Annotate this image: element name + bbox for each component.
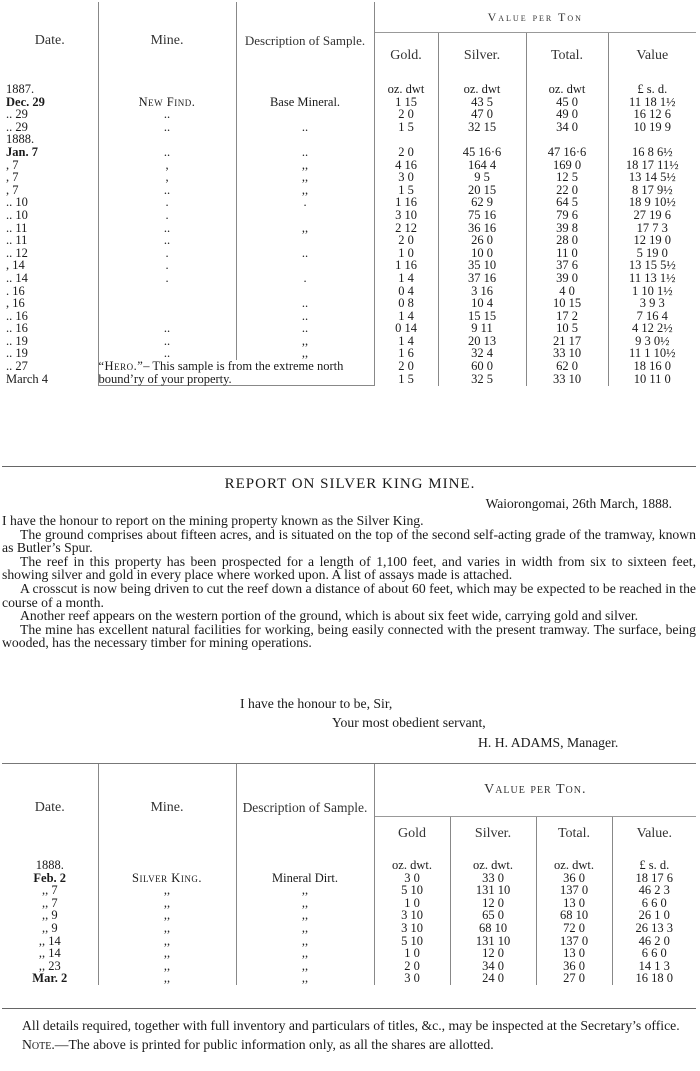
row-total: 64 5	[526, 196, 608, 209]
row-silver: 24 0	[450, 972, 536, 985]
row-value: 18 17 11½	[608, 159, 696, 172]
row-mine	[98, 285, 236, 298]
row-total: 12 5	[526, 171, 608, 184]
col-header-gold: Gold.	[374, 33, 438, 80]
table-row	[2, 922, 696, 935]
row-gold: 3 10	[374, 209, 438, 222]
row-silver: 12 0	[450, 947, 536, 960]
row-total: 21 17	[526, 335, 608, 348]
row-silver: 20 13	[438, 335, 526, 348]
row-gold: 1 5	[374, 373, 438, 386]
row-description	[236, 108, 374, 121]
row-mine: ,	[98, 159, 236, 172]
row-mine: ..	[98, 335, 236, 348]
row-value: 9 3 0½	[608, 335, 696, 348]
row-mine: ..	[98, 234, 236, 247]
row-description: ..	[236, 146, 374, 159]
table-row	[2, 310, 696, 323]
note-label: Note.	[22, 1037, 55, 1052]
row-silver: 3 16	[438, 285, 526, 298]
hero-note	[98, 360, 374, 386]
row-total: 137 0	[536, 935, 612, 948]
row-silver: 32 4	[438, 347, 526, 360]
row-silver: 131 10	[450, 884, 536, 897]
row-mine: ,,	[98, 884, 236, 897]
row-mine: ,,	[98, 960, 236, 973]
row-description: ,,	[236, 922, 374, 935]
row-gold: 0 8	[374, 297, 438, 310]
row-silver: 34 0	[450, 960, 536, 973]
row-value: 18 17 6	[612, 872, 696, 885]
row-gold: 3 0	[374, 972, 450, 985]
row-value: 3 9 3	[608, 297, 696, 310]
row-date: .. 19	[6, 333, 28, 348]
col-header-description: Description of Sample.	[236, 764, 374, 852]
row-mine: .	[98, 209, 236, 222]
row-silver: 32 15	[438, 121, 526, 134]
row-date: ,, 9	[41, 908, 58, 923]
row-date: .. 29	[6, 119, 28, 134]
table-row	[2, 121, 696, 134]
row-date: ,, 14	[38, 933, 61, 948]
row-total: 39 0	[526, 272, 608, 285]
row-date: .. 14	[6, 270, 28, 285]
row-mine: ..	[98, 184, 236, 197]
row-description: ,,	[236, 897, 374, 910]
table-row	[2, 872, 696, 885]
row-description: Base Mineral.	[236, 96, 374, 109]
row-value: 17 7 3	[608, 222, 696, 235]
row-silver: 36 16	[438, 222, 526, 235]
row-value: 11 13 1½	[608, 272, 696, 285]
row-date: , 16	[6, 296, 25, 311]
assay-table-new-find	[2, 2, 696, 386]
footer	[2, 1019, 696, 1052]
row-mine: Silver King.	[98, 872, 236, 885]
row-gold: 3 0	[374, 171, 438, 184]
row-value: 26 13 3	[612, 922, 696, 935]
row-total: 62 0	[526, 360, 608, 373]
table-body	[2, 79, 696, 386]
row-mine: ,,	[98, 897, 236, 910]
row-gold: 1 4	[374, 272, 438, 285]
row-value: 13 15 5½	[608, 259, 696, 272]
row-total: 39 8	[526, 222, 608, 235]
col-header-date: Date.	[2, 764, 98, 852]
table-row	[2, 259, 696, 272]
row-mine: ..	[98, 121, 236, 134]
row-date: ,, 7	[41, 883, 58, 898]
row-date: .. 11	[6, 233, 28, 248]
row-description: Mineral Dirt.	[236, 872, 374, 885]
divider	[2, 466, 696, 467]
table-row	[2, 960, 696, 973]
footer-note	[2, 1038, 696, 1052]
divider	[2, 1008, 696, 1009]
row-date: Mar. 2	[32, 971, 68, 986]
row-mine	[98, 297, 236, 310]
row-value: 1 10 1½	[608, 285, 696, 298]
row-date: , 7	[6, 170, 19, 185]
col-header-silver: Silver.	[438, 33, 526, 80]
row-mine: ,,	[98, 922, 236, 935]
table-row	[2, 159, 696, 172]
row-description: ..	[236, 247, 374, 260]
row-total: 37 6	[526, 259, 608, 272]
footer-details: All details required, together with full inventory and particulars of titles, &c., may be inspected at the Secretary’s office.	[22, 1018, 680, 1033]
row-gold: 1 5	[374, 184, 438, 197]
table-row	[2, 884, 696, 897]
row-silver: 45 16·6	[438, 146, 526, 159]
row-date: , 14	[6, 258, 25, 273]
year-label: 1887.	[6, 82, 35, 96]
row-total: 34 0	[526, 121, 608, 134]
row-value: 16 12 6	[608, 108, 696, 121]
row-silver: 62 9	[438, 196, 526, 209]
row-total: 49 0	[526, 108, 608, 121]
table-row	[2, 234, 696, 247]
row-gold: 4 16	[374, 159, 438, 172]
row-total: 11 0	[526, 247, 608, 260]
row-gold: 1 4	[374, 335, 438, 348]
row-silver: 37 16	[438, 272, 526, 285]
row-description: ,,	[236, 171, 374, 184]
closing-line: Your most obedient servant,	[332, 715, 486, 730]
row-value: 26 1 0	[612, 909, 696, 922]
table-row	[2, 184, 696, 197]
row-total: 137 0	[536, 884, 612, 897]
table-row	[2, 272, 696, 285]
table-row	[2, 935, 696, 948]
unit-label: oz. dwt	[438, 79, 526, 96]
unit-label: oz. dwt	[374, 79, 438, 96]
year-label: 1888.	[35, 858, 64, 872]
table-row	[2, 209, 696, 222]
row-value: 46 2 3	[612, 884, 696, 897]
row-description: .	[236, 272, 374, 285]
report-body	[2, 514, 696, 650]
row-value: 10 19 9	[608, 121, 696, 134]
row-value: 10 11 0	[608, 373, 696, 386]
row-mine: ,,	[98, 935, 236, 948]
row-description	[236, 209, 374, 222]
row-gold: 3 10	[374, 922, 450, 935]
row-gold: 1 16	[374, 196, 438, 209]
row-total: 36 0	[536, 960, 612, 973]
row-gold: 1 6	[374, 347, 438, 360]
row-mine: ,,	[98, 909, 236, 922]
row-date: , 7	[6, 157, 19, 172]
row-description: ,,	[236, 972, 374, 985]
table-body	[2, 851, 696, 985]
row-date: .. 16	[6, 308, 28, 323]
row-date: .. 29	[6, 107, 28, 122]
row-description: ,,	[236, 909, 374, 922]
row-gold: 2 12	[374, 222, 438, 235]
row-silver: 12 0	[450, 897, 536, 910]
row-description: ..	[236, 121, 374, 134]
year-label: 1888.	[6, 132, 35, 147]
closing-line: I have the honour to be, Sir,	[240, 696, 393, 711]
row-date: Dec. 29	[6, 94, 45, 109]
row-date: , 7	[6, 182, 19, 197]
row-value: 6 6 0	[612, 897, 696, 910]
row-total: 10 15	[526, 297, 608, 310]
row-gold: 0 14	[374, 322, 438, 335]
row-gold: 5 10	[374, 884, 450, 897]
row-value: 7 16 4	[608, 310, 696, 323]
row-value: 6 6 0	[612, 947, 696, 960]
row-total: 17 2	[526, 310, 608, 323]
table-row	[2, 360, 696, 373]
row-description: ,,	[236, 884, 374, 897]
row-value: 18 9 10½	[608, 196, 696, 209]
row-gold: 0 4	[374, 285, 438, 298]
row-total: 68 10	[536, 909, 612, 922]
col-header-mine: Mine.	[98, 2, 236, 79]
row-gold: 1 5	[374, 121, 438, 134]
hero-note-text: – This sample is from the extreme north bound’ry of your property.	[98, 359, 344, 386]
row-value: 46 2 0	[612, 935, 696, 948]
row-total: 47 16·6	[526, 146, 608, 159]
table-row	[2, 947, 696, 960]
table-row	[2, 196, 696, 209]
table-row	[2, 322, 696, 335]
row-gold: 2 0	[374, 108, 438, 121]
row-silver: 47 0	[438, 108, 526, 121]
row-gold: 2 0	[374, 360, 438, 373]
row-silver: 15 15	[438, 310, 526, 323]
row-value: 16 18 0	[612, 972, 696, 985]
row-silver: 10 4	[438, 297, 526, 310]
row-total: 79 6	[526, 209, 608, 222]
report-paragraph: I have the honour to report on the mining property known as the Silver King.	[2, 513, 424, 528]
row-total: 4 0	[526, 285, 608, 298]
unit-label: £ s. d.	[612, 851, 696, 872]
report-paragraph: The ground comprises about fifteen acres, and is situated on the top of the second self-acting grade of the tramway, known as Butler’s Spur.	[2, 526, 696, 556]
row-silver: 32 5	[438, 373, 526, 386]
row-gold: 1 0	[374, 897, 450, 910]
row-description: ,,	[236, 222, 374, 235]
unit-label: oz. dwt.	[536, 851, 612, 872]
row-value: 16 8 6½	[608, 146, 696, 159]
row-silver: 65 0	[450, 909, 536, 922]
col-header-mine: Mine.	[98, 764, 236, 852]
table-row	[2, 285, 696, 298]
row-value: 8 17 9½	[608, 184, 696, 197]
row-value: 27 19 6	[608, 209, 696, 222]
row-description: ,,	[236, 960, 374, 973]
row-gold: 2 0	[374, 146, 438, 159]
row-description: ..	[236, 322, 374, 335]
row-description: ..	[236, 297, 374, 310]
row-gold: 3 0	[374, 872, 450, 885]
row-date: ,, 14	[38, 946, 61, 961]
table-row	[2, 972, 696, 985]
blank-cell	[98, 851, 236, 872]
row-gold: 1 0	[374, 247, 438, 260]
report-dateline: Waiorongomai, 26th March, 1888.	[485, 496, 672, 511]
row-value: 18 16 0	[608, 360, 696, 373]
units-row	[2, 79, 696, 96]
year-row	[2, 133, 696, 146]
report-title: REPORT ON SILVER KING MINE.	[224, 476, 476, 492]
col-header-description: Description of Sample.	[236, 2, 374, 79]
table-row	[2, 108, 696, 121]
row-gold: 2 0	[374, 234, 438, 247]
row-total: 22 0	[526, 184, 608, 197]
row-mine: ..	[98, 347, 236, 360]
assay-table-silver-king	[2, 763, 696, 985]
col-header-value-per-ton: Value per Ton	[374, 2, 696, 33]
table-row	[2, 146, 696, 159]
row-description: ,,	[236, 335, 374, 348]
col-header-gold: Gold	[374, 817, 450, 852]
row-mine: ..	[98, 146, 236, 159]
row-value: 12 19 0	[608, 234, 696, 247]
row-date: .. 19	[6, 346, 28, 361]
unit-label: oz. dwt.	[374, 851, 450, 872]
row-mine: New Find.	[98, 96, 236, 109]
row-mine: ..	[98, 222, 236, 235]
table-row	[2, 897, 696, 910]
row-total: 33 10	[526, 373, 608, 386]
unit-label: oz. dwt	[526, 79, 608, 96]
report-paragraph: Another reef appears on the western portion of the ground, which is about six feet wide, carrying gold and silver.	[20, 608, 639, 624]
table-row	[2, 247, 696, 260]
row-mine: ..	[98, 322, 236, 335]
row-date: ,, 7	[41, 895, 58, 910]
row-date: .. 12	[6, 245, 28, 260]
row-total: 10 5	[526, 322, 608, 335]
row-gold: 2 0	[374, 960, 450, 973]
report-paragraph: The reef in this property has been prospected for a length of 1,100 feet, and varies in width from six to sixteen feet, showing silver and gold in every place where worked upon. A list of assays made is attached.	[2, 553, 696, 583]
row-total: 13 0	[536, 897, 612, 910]
row-gold: 3 10	[374, 909, 450, 922]
blank-cell	[236, 79, 374, 96]
row-gold: 5 10	[374, 935, 450, 948]
row-description: .	[236, 196, 374, 209]
row-value: 5 19 0	[608, 247, 696, 260]
row-silver: 60 0	[438, 360, 526, 373]
row-date: .. 27	[6, 359, 28, 374]
hero-note-label: “Hero.”	[98, 359, 144, 374]
row-description: ,,	[236, 159, 374, 172]
row-description: ..	[236, 310, 374, 323]
row-date: March 4	[6, 372, 48, 387]
row-mine: ..	[98, 108, 236, 121]
row-total: 33 10	[526, 347, 608, 360]
row-description: ,,	[236, 347, 374, 360]
table-row	[2, 222, 696, 235]
table-row	[2, 297, 696, 310]
row-total: 27 0	[536, 972, 612, 985]
row-silver: 35 10	[438, 259, 526, 272]
row-total: 169 0	[526, 159, 608, 172]
row-gold: 1 15	[374, 96, 438, 109]
row-silver: 43 5	[438, 96, 526, 109]
unit-label: £ s. d.	[608, 79, 696, 96]
unit-label: oz. dwt.	[450, 851, 536, 872]
row-date: Feb. 2	[33, 870, 67, 885]
row-total: 72 0	[536, 922, 612, 935]
row-silver: 26 0	[438, 234, 526, 247]
row-description	[236, 234, 374, 247]
units-row	[2, 851, 696, 872]
col-header-date: Date.	[34, 32, 65, 48]
row-silver: 33 0	[450, 872, 536, 885]
row-date: .. 10	[6, 207, 28, 222]
col-header-total: Total.	[526, 33, 608, 80]
report-paragraph: A crosscut is now being driven to cut the reef down a distance of about 60 feet, which may be expected to be reached in the course of a month.	[2, 580, 696, 610]
row-mine: .	[98, 272, 236, 285]
table-row	[2, 171, 696, 184]
row-mine: ,	[98, 171, 236, 184]
row-mine: .	[98, 196, 236, 209]
row-total: 13 0	[536, 947, 612, 960]
table-row	[2, 909, 696, 922]
row-date: .. 11	[6, 220, 28, 235]
row-gold: 1 4	[374, 310, 438, 323]
row-description: ,,	[236, 935, 374, 948]
row-date: .. 10	[6, 195, 28, 210]
blank-cell	[98, 79, 236, 96]
row-silver: 9 5	[438, 171, 526, 184]
row-silver: 68 10	[450, 922, 536, 935]
blank-cell	[236, 851, 374, 872]
row-date: .. 16	[6, 321, 28, 336]
row-silver: 75 16	[438, 209, 526, 222]
row-description: ,,	[236, 947, 374, 960]
row-silver: 9 11	[438, 322, 526, 335]
row-mine: ,,	[98, 972, 236, 985]
table-row	[2, 335, 696, 348]
row-total: 45 0	[526, 96, 608, 109]
row-mine: .	[98, 259, 236, 272]
row-silver: 10 0	[438, 247, 526, 260]
row-silver: 20 15	[438, 184, 526, 197]
row-date: ,, 9	[41, 920, 58, 935]
row-silver: 164 4	[438, 159, 526, 172]
note-text: —The above is printed for public information only, as all the shares are allotted.	[54, 1037, 494, 1052]
signature: H. H. ADAMS, Manager.	[478, 735, 619, 750]
col-header-silver: Silver.	[450, 817, 536, 852]
row-description: ,,	[236, 184, 374, 197]
col-header-total: Total.	[536, 817, 612, 852]
row-total: 36 0	[536, 872, 612, 885]
row-gold: 1 0	[374, 947, 450, 960]
table-row	[2, 96, 696, 109]
row-date: . 16	[6, 283, 25, 298]
row-gold: 1 16	[374, 259, 438, 272]
row-value: 13 14 5½	[608, 171, 696, 184]
col-header-value-per-ton: Value per Ton.	[374, 764, 696, 817]
row-value: 4 12 2½	[608, 322, 696, 335]
report-paragraph: The mine has excellent natural facilities for working, being easily connected with the present tramway. The surface, being wooded, has the necessary timber for mining operations.	[2, 621, 696, 651]
row-value: 14 1 3	[612, 960, 696, 973]
row-date: Jan. 7	[6, 144, 38, 159]
col-header-value: Value.	[612, 817, 696, 852]
col-header-value: Value	[608, 33, 696, 80]
row-value: 11 18 1½	[608, 96, 696, 109]
row-mine: .	[98, 247, 236, 260]
row-mine: ,,	[98, 947, 236, 960]
row-silver: 131 10	[450, 935, 536, 948]
row-value: 11 1 10½	[608, 347, 696, 360]
row-total: 28 0	[526, 234, 608, 247]
row-date: ,, 23	[38, 958, 61, 973]
